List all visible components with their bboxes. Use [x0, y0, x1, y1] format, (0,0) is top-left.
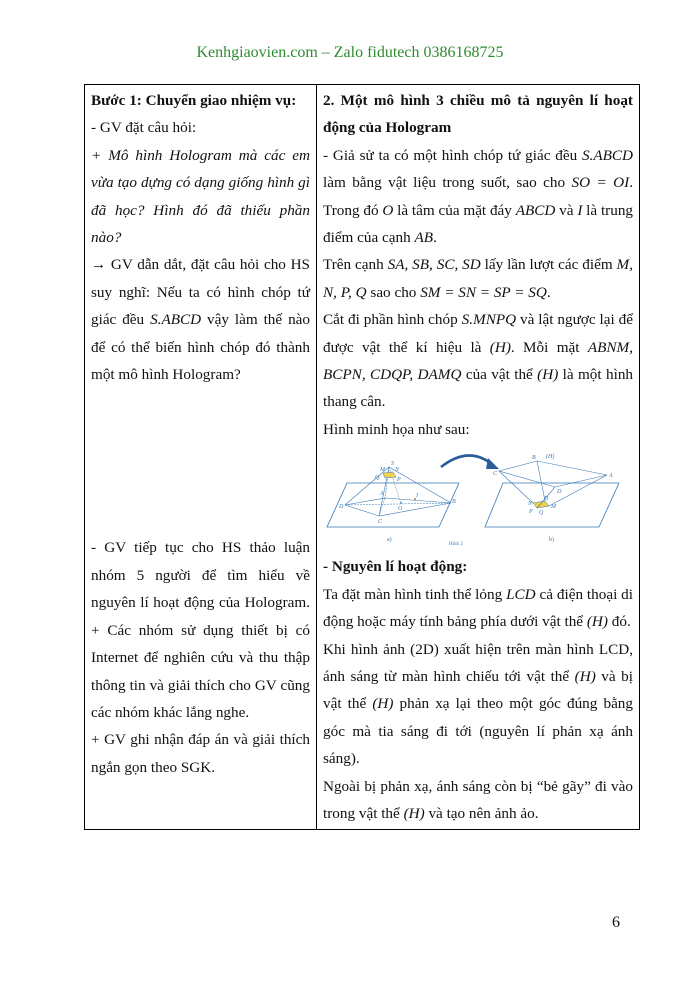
- right-p2: Trên cạnh SA, SB, SC, SD lấy lần lượt các điểm M, N, P, Q sao cho SM = SN = SP = SQ.: [323, 256, 633, 301]
- label-d-a: D: [339, 504, 344, 511]
- label-c-a: C: [378, 519, 383, 526]
- hologram-figure: [323, 447, 623, 547]
- right-p1: - Giả sử ta có một hình chóp tứ giác đều S.ABCD làm bằng vật liệu trong suốt, sao cho SO = OI. Trong đó O là tâm của mặt đáy ABCD và I là trung điểm của cạnh AB.: [323, 146, 634, 247]
- left-question: + Mô hình Hologram mà các em vừa tạo dựng có dạng giống hình gì đã học? Hình đó đã thiếu phần nào?: [91, 146, 310, 247]
- right-p5: Ta đặt màn hình tinh thể lỏng LCD cả điện thoại di động hoặc máy tính bảng phía dưới vật thể (H) đó.: [323, 585, 633, 631]
- label-a-a: A: [380, 491, 384, 498]
- label-i: I: [416, 493, 418, 500]
- label-s: S: [391, 461, 394, 468]
- label-m-b: M: [551, 504, 556, 511]
- left-column: [85, 85, 317, 830]
- lesson-table: [84, 84, 640, 830]
- label-m: M: [380, 467, 385, 474]
- header-separator: –: [317, 44, 334, 61]
- label-h: (H): [546, 454, 555, 461]
- left-title: Bước 1: Chuyển giao nhiệm vụ:: [91, 92, 297, 109]
- label-b-b: B: [532, 455, 536, 462]
- diag-db: [345, 503, 451, 505]
- right-p6: Khi hình ảnh (2D) xuất hiện trên màn hình LCD, ánh sáng từ màn hình chiếu tới vật thể (H) và bị vật thể (H) phản xạ lại theo một góc đúng bằng góc mà tia sáng đi tới (nguyên lí phản xạ ánh sáng).: [323, 640, 633, 768]
- label-p-b: P: [529, 509, 533, 516]
- left-spacer: [91, 388, 310, 534]
- right-title: 2. Một mô hình 3 chiều mô tả nguyên lí hoạt động của Hologram: [323, 92, 633, 137]
- point-o: [400, 502, 402, 504]
- label-o: O: [398, 506, 403, 513]
- right-p7: Ngoài bị phản xạ, ánh sáng còn bị “bẻ gãy” đi vào trong vật thể (H) và tạo nên ảnh ảo.: [323, 777, 633, 822]
- label-c-b: C: [493, 471, 498, 478]
- arrow-head: [486, 458, 499, 469]
- object-h-bottom: [533, 501, 549, 508]
- left-p5: + GV ghi nhận đáp án và giải thích ngắn gọn theo SGK.: [91, 731, 310, 776]
- caption-b: b): [549, 537, 554, 544]
- edge-h2: [537, 461, 545, 501]
- label-q-b: Q: [539, 510, 544, 517]
- label-b-a: B: [452, 499, 456, 506]
- caption-a: a): [387, 537, 392, 544]
- left-p4: - GV tiếp tục cho HS thảo luận nhóm 5 người để tìm hiểu về nguyên lí hoạt động của Hologram. + Các nhóm sử dụng thiết bị có Internet để nghiên cứu và thu thập thông tin và giải thích cho GV cũng các nhóm khác lắng nghe.: [91, 539, 310, 721]
- caption-figure: Hình 2: [449, 542, 463, 548]
- arrow-curve: [441, 456, 493, 468]
- header-contact: Zalo fidutech 0386168725: [333, 44, 504, 61]
- label-d-b: D: [557, 489, 562, 496]
- left-p1: - GV đặt câu hỏi:: [91, 119, 197, 137]
- label-p: P: [397, 477, 401, 484]
- label-n: N: [395, 467, 400, 474]
- principle-title: - Nguyên lí hoạt động:: [323, 558, 468, 576]
- label-a-b: A: [609, 473, 613, 480]
- right-column: [317, 85, 640, 830]
- label-d2-b: D: [544, 496, 549, 503]
- right-p3: Cắt đi phần hình chóp S.MNPQ và lật ngược lại để được vật thể kí hiệu là (H). Mỗi mặt ABNM, BCPN, CDQP, DAMQ của vật thể (H) là một hình thang cân.: [323, 311, 634, 411]
- page-number: 6: [612, 914, 620, 931]
- left-p3: → GV dẫn dắt, đặt câu hỏi cho HS suy nghĩ: Nếu ta có hình chóp tứ giác đều S.ABCD vậy làm thế nào để có thể biến hình chóp đó thành một mô hình Hologram?: [91, 256, 310, 384]
- header-site: Kenhgiaovien.com: [196, 44, 318, 61]
- page-header: [0, 44, 700, 62]
- label-q: Q: [375, 475, 380, 482]
- label-n-b: N: [528, 501, 533, 508]
- right-p4: Hình minh họa như sau:: [323, 420, 470, 438]
